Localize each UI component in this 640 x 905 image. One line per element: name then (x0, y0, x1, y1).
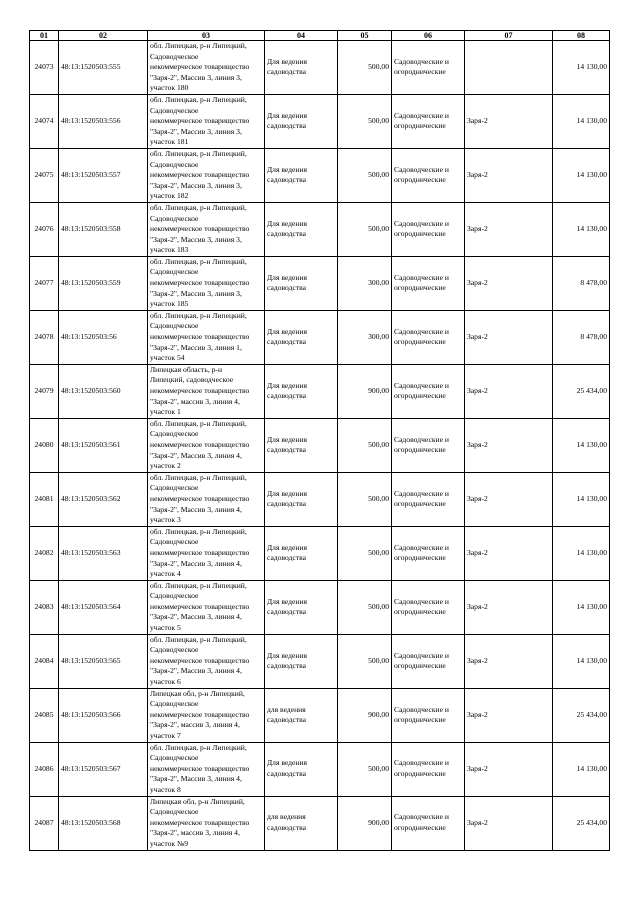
location-note-cell: Заря-2 (465, 472, 553, 526)
permitted-use-cell: Для ведения садоводства (265, 202, 338, 256)
cadastral-value-cell: 14 130,00 (553, 634, 610, 688)
area-cell: 500,00 (338, 580, 392, 634)
land-category-cell: Садоводческие и огороднические (392, 364, 465, 418)
permitted-use-cell: Для ведения садоводства (265, 94, 338, 148)
table-row (30, 310, 610, 364)
cadastral-value-cell: 14 130,00 (553, 580, 610, 634)
address-cell: Липецкая область, р-н Липецкий, садоводческое некоммерческое товарищество "Заря-2", массив 3, линия 4, участок 1 (148, 364, 265, 418)
location-note-cell: Заря-2 (465, 148, 553, 202)
address-cell: обл. Липецкая, р-н Липецкий, Садоводческое некоммерческое товарищество "Заря-2", Массив 3, линия 1, участок 54 (148, 310, 265, 364)
land-category-cell: Садоводческие и огороднические (392, 526, 465, 580)
permitted-use-cell: Для ведения садоводства (265, 580, 338, 634)
area-cell: 500,00 (338, 634, 392, 688)
area-cell: 500,00 (338, 472, 392, 526)
cadastral-number-cell: 48:13:1520503:560 (59, 364, 148, 418)
address-cell: Липецкая обл, р-н Липецкий, Садоводческое некоммерческое товарищество "Заря-2", массив 3, линия 4, участок 7 (148, 688, 265, 742)
land-category-cell: Садоводческие и огороднические (392, 41, 465, 95)
location-note-cell: Заря-2 (465, 688, 553, 742)
table-row (30, 364, 610, 418)
land-category-cell: Садоводческие и огороднические (392, 580, 465, 634)
land-category-cell: Садоводческие и огороднические (392, 634, 465, 688)
cadastral-number-cell: 48:13:1520503:567 (59, 742, 148, 796)
address-cell: Липецкая обл, р-н Липецкий, Садоводческое некоммерческое товарищество "Заря-2", массив 3, линия 4, участок №9 (148, 796, 265, 850)
location-note-cell: Заря-2 (465, 526, 553, 580)
table-row (30, 796, 610, 850)
row-id-cell: 24080 (30, 418, 59, 472)
row-id-cell: 24077 (30, 256, 59, 310)
column-header-02: 02 (59, 31, 148, 41)
land-category-cell: Садоводческие и огороднические (392, 796, 465, 850)
column-header-04: 04 (265, 31, 338, 41)
location-note-cell: Заря-2 (465, 310, 553, 364)
table-row (30, 526, 610, 580)
cadastral-number-cell: 48:13:1520503:56 (59, 310, 148, 364)
location-note-cell: Заря-2 (465, 796, 553, 850)
cadastral-number-cell: 48:13:1520503:562 (59, 472, 148, 526)
permitted-use-cell: Для ведения садоводства (265, 742, 338, 796)
row-id-cell: 24085 (30, 688, 59, 742)
address-cell: обл. Липецкая, р-н Липецкий, Садоводческое некоммерческое товарищество "Заря-2", Массив 3, линия 3, участок 182 (148, 148, 265, 202)
location-note-cell: Заря-2 (465, 202, 553, 256)
area-cell: 900,00 (338, 688, 392, 742)
table-header-row (30, 31, 610, 41)
address-cell: обл. Липецкая, р-н Липецкий, Садоводческое некоммерческое товарищество "Заря-2", Массив 3, линия 4, участок 3 (148, 472, 265, 526)
land-category-cell: Садоводческие и огороднические (392, 418, 465, 472)
row-id-cell: 24078 (30, 310, 59, 364)
area-cell: 300,00 (338, 256, 392, 310)
column-header-07: 07 (465, 31, 553, 41)
permitted-use-cell: Для ведения садоводства (265, 526, 338, 580)
cadastral-number-cell: 48:13:1520503:561 (59, 418, 148, 472)
cadastral-value-cell: 8 478,00 (553, 256, 610, 310)
permitted-use-cell: Для ведения садоводства (265, 634, 338, 688)
document-page (29, 30, 609, 851)
cadastral-value-cell: 14 130,00 (553, 41, 610, 95)
permitted-use-cell: для ведения садоводства (265, 688, 338, 742)
cadastral-number-cell: 48:13:1520503:563 (59, 526, 148, 580)
row-id-cell: 24083 (30, 580, 59, 634)
row-id-cell: 24075 (30, 148, 59, 202)
location-note-cell: Заря-2 (465, 634, 553, 688)
table-row (30, 472, 610, 526)
cadastral-number-cell: 48:13:1520503:559 (59, 256, 148, 310)
area-cell: 500,00 (338, 418, 392, 472)
address-cell: обл. Липецкая, р-н Липецкий, Садоводческое некоммерческое товарищество "Заря-2", Массив 3, линия 4, участок 6 (148, 634, 265, 688)
cadastral-value-cell: 14 130,00 (553, 202, 610, 256)
address-cell: обл. Липецкая, р-н Липецкий, Садоводческое некоммерческое товарищество "Заря-2", Массив 3, линия 3, участок 185 (148, 256, 265, 310)
permitted-use-cell: для ведения садоводства (265, 796, 338, 850)
location-note-cell: Заря-2 (465, 580, 553, 634)
column-header-01: 01 (30, 31, 59, 41)
cadastral-number-cell: 48:13:1520503:566 (59, 688, 148, 742)
table-row (30, 202, 610, 256)
column-header-03: 03 (148, 31, 265, 41)
location-note-cell: Заря-2 (465, 418, 553, 472)
permitted-use-cell: Для ведения садоводства (265, 418, 338, 472)
location-note-cell: Заря-2 (465, 256, 553, 310)
row-id-cell: 24087 (30, 796, 59, 850)
column-header-05: 05 (338, 31, 392, 41)
table-row (30, 418, 610, 472)
location-note-cell: Заря-2 (465, 94, 553, 148)
area-cell: 500,00 (338, 41, 392, 95)
table-row (30, 688, 610, 742)
land-category-cell: Садоводческие и огороднические (392, 742, 465, 796)
cadastral-value-cell: 14 130,00 (553, 148, 610, 202)
column-header-08: 08 (553, 31, 610, 41)
land-category-cell: Садоводческие и огороднические (392, 148, 465, 202)
cadastral-value-cell: 25 434,00 (553, 364, 610, 418)
address-cell: обл. Липецкая, р-н Липецкий, Садоводческое некоммерческое товарищество "Заря-2", Массив 3, линия 3, участок 180 (148, 41, 265, 95)
permitted-use-cell: Для ведения садоводства (265, 472, 338, 526)
land-category-cell: Садоводческие и огороднические (392, 472, 465, 526)
area-cell: 500,00 (338, 742, 392, 796)
area-cell: 900,00 (338, 364, 392, 418)
permitted-use-cell: Для ведения садоводства (265, 148, 338, 202)
land-category-cell: Садоводческие и огороднические (392, 94, 465, 148)
row-id-cell: 24081 (30, 472, 59, 526)
cadastral-value-cell: 14 130,00 (553, 742, 610, 796)
area-cell: 300,00 (338, 310, 392, 364)
address-cell: обл. Липецкая, р-н Липецкий, Садоводческое некоммерческое товарищество "Заря-2", Массив 3, линия 4, участок 8 (148, 742, 265, 796)
row-id-cell: 24086 (30, 742, 59, 796)
table-row (30, 148, 610, 202)
permitted-use-cell: Для ведения садоводства (265, 310, 338, 364)
cadastral-number-cell: 48:13:1520503:555 (59, 41, 148, 95)
address-cell: обл. Липецкая, р-н Липецкий, Садоводческое некоммерческое товарищество "Заря-2", Массив 3, линия 4, участок 4 (148, 526, 265, 580)
address-cell: обл. Липецкая, р-н Липецкий, Садоводческое некоммерческое товарищество "Заря-2", Массив 3, линия 4, участок 5 (148, 580, 265, 634)
table-row (30, 634, 610, 688)
cadastral-value-cell: 14 130,00 (553, 472, 610, 526)
address-cell: обл. Липецкая, р-н Липецкий, Садоводческое некоммерческое товарищество "Заря-2", Массив 3, линия 3, участок 183 (148, 202, 265, 256)
area-cell: 900,00 (338, 796, 392, 850)
area-cell: 500,00 (338, 148, 392, 202)
table-row (30, 742, 610, 796)
column-header-06: 06 (392, 31, 465, 41)
address-cell: обл. Липецкая, р-н Липецкий, Садоводческое некоммерческое товарищество "Заря-2", Массив 3, линия 4, участок 2 (148, 418, 265, 472)
cadastral-number-cell: 48:13:1520503:565 (59, 634, 148, 688)
address-cell: обл. Липецкая, р-н Липецкий, Садоводческое некоммерческое товарищество "Заря-2", Массив 3, линия 3, участок 181 (148, 94, 265, 148)
permitted-use-cell: Для ведения садоводства (265, 41, 338, 95)
land-category-cell: Садоводческие и огороднические (392, 256, 465, 310)
row-id-cell: 24073 (30, 41, 59, 95)
land-plots-table (29, 30, 610, 851)
permitted-use-cell: Для ведения садоводства (265, 256, 338, 310)
cadastral-number-cell: 48:13:1520503:558 (59, 202, 148, 256)
cadastral-value-cell: 14 130,00 (553, 94, 610, 148)
cadastral-number-cell: 48:13:1520503:564 (59, 580, 148, 634)
row-id-cell: 24079 (30, 364, 59, 418)
cadastral-number-cell: 48:13:1520503:568 (59, 796, 148, 850)
row-id-cell: 24084 (30, 634, 59, 688)
table-body (30, 41, 610, 851)
table-row (30, 94, 610, 148)
area-cell: 500,00 (338, 202, 392, 256)
permitted-use-cell: Для ведения садоводства (265, 364, 338, 418)
cadastral-value-cell: 14 130,00 (553, 526, 610, 580)
area-cell: 500,00 (338, 526, 392, 580)
area-cell: 500,00 (338, 94, 392, 148)
row-id-cell: 24076 (30, 202, 59, 256)
cadastral-number-cell: 48:13:1520503:556 (59, 94, 148, 148)
table-row (30, 41, 610, 95)
land-category-cell: Садоводческие и огороднические (392, 688, 465, 742)
location-note-cell (465, 41, 553, 95)
cadastral-value-cell: 14 130,00 (553, 418, 610, 472)
location-note-cell: Заря-2 (465, 742, 553, 796)
cadastral-number-cell: 48:13:1520503:557 (59, 148, 148, 202)
land-category-cell: Садоводческие и огороднические (392, 202, 465, 256)
cadastral-value-cell: 8 478,00 (553, 310, 610, 364)
location-note-cell: Заря-2 (465, 364, 553, 418)
row-id-cell: 24082 (30, 526, 59, 580)
cadastral-value-cell: 25 434,00 (553, 688, 610, 742)
row-id-cell: 24074 (30, 94, 59, 148)
table-row (30, 256, 610, 310)
table-row (30, 580, 610, 634)
land-category-cell: Садоводческие и огороднические (392, 310, 465, 364)
cadastral-value-cell: 25 434,00 (553, 796, 610, 850)
